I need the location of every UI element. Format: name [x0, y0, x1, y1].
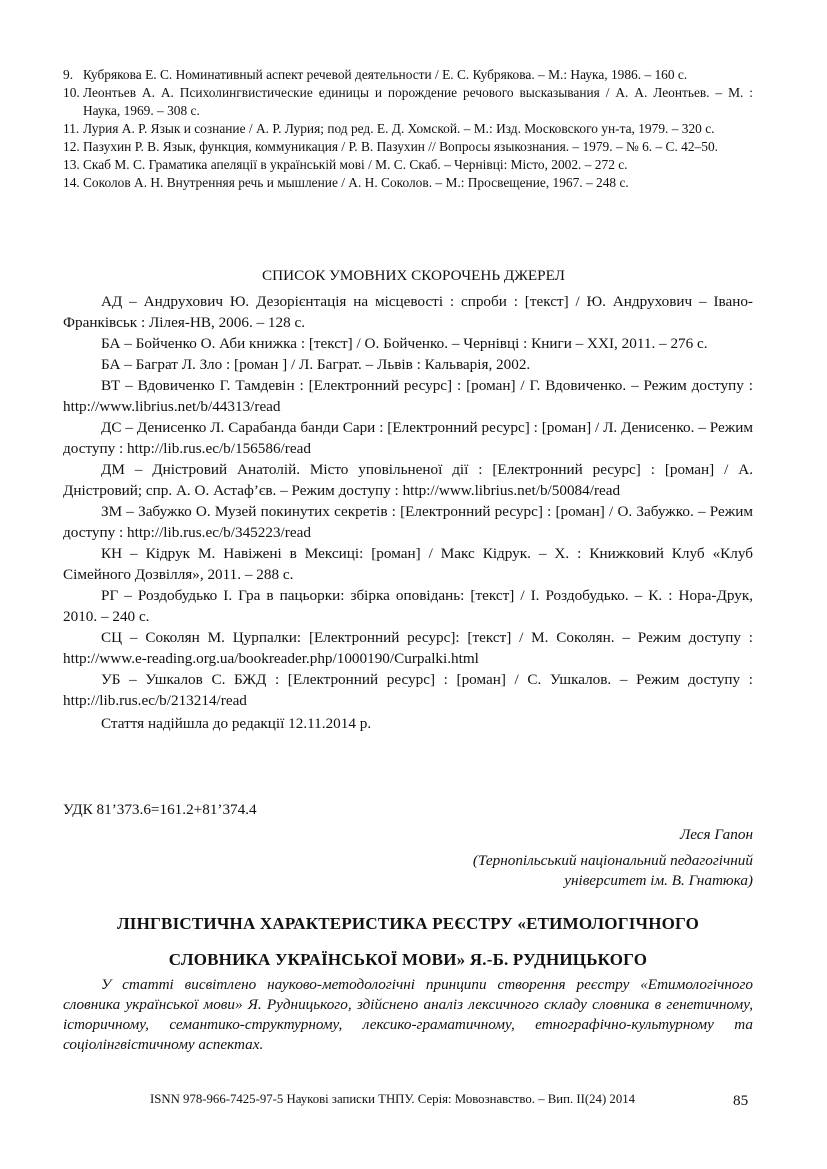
abbreviations-heading: СПИСОК УМОВНИХ СКОРОЧЕНЬ ДЖЕРЕЛ: [262, 267, 565, 284]
reference-item: [63, 138, 753, 156]
affiliation-line: (Тернопільський національний педагогічний: [472, 852, 753, 869]
reference-text: Кубрякова Е. С. Номинативный аспект речевой деятельности / Е. С. Кубрякова. – М.: Наука, 1986. – 160 с.: [83, 67, 688, 82]
reference-item: [63, 156, 753, 174]
reference-number: 9.: [63, 67, 74, 82]
reference-text: Леонтьев А. А. Психолингвистические единицы и порождение речового высказывания / А. А. Леонтьев. – М. : Наука, 1969. – 308 с.: [83, 85, 753, 118]
reference-number: 11.: [63, 121, 80, 136]
reference-number: 10.: [63, 85, 80, 100]
author-name: Леся Гапон: [679, 826, 753, 843]
reference-text: Соколов А. Н. Внутренняя речь и мышление / А. Н. Соколов. – М.: Просвещение, 1967. – 248 с.: [83, 175, 629, 190]
article-title-line: ЛІНГВІСТИЧНА ХАРАКТЕРИСТИКА РЕЄСТРУ «ЕТИМОЛОГІЧНОГО: [116, 914, 700, 933]
reference-number: 12.: [63, 139, 80, 154]
reference-text: Скаб М. С. Граматика апеляції в українській мові / М. С. Скаб. – Чернівці: Місто, 2002. – 272 с.: [83, 157, 628, 172]
abbreviation-entry: БА – Баграт Л. Зло : [роман ] / Л. Баграт. – Львів : Кальварія, 2002.: [101, 356, 531, 373]
reference-item: [63, 120, 753, 138]
received-date: Стаття надійшла до редакції 12.11.2014 р.: [101, 715, 372, 732]
article-abstract: У статті висвітлено науково-методологічні принципи створення реєстру «Етимологічного словника української мови» Я. Рудницького, здійснено аналіз лексичного складу словника в генетичному, історичному, семантико-структурному, лексико-граматичному, етнографічно-культурному та соціолінгвістичному аспектах.: [63, 976, 753, 1053]
abbreviation-entry: УБ – Ушкалов С. БЖД : [Електронний ресурс] : [роман] / С. Ушкалов. – Режим доступу : http://lib.rus.ec/b/213214/read: [63, 671, 753, 709]
abbreviation-entry: ВТ – Вдовиченко Г. Тамдевін : [Електронний ресурс] : [роман] / Г. Вдовиченко. – Режим доступу : http://www.librius.net/b/44313/read: [63, 377, 753, 415]
reference-number: 14.: [63, 175, 80, 190]
page-number: 85: [733, 1092, 749, 1109]
abbreviation-entry: СЦ – Соколян М. Цурпалки: [Електронний ресурс]: [текст] / М. Соколян. – Режим доступу : http://www.e-reading.org.ua/bookreader.php/1000190/Curpalki.html: [63, 629, 753, 667]
article-title: [63, 906, 753, 978]
author-affiliation: [353, 851, 753, 891]
abbreviation-entry: АД – Андрухович Ю. Дезорієнтація на місцевості : спроби : [текст] / Ю. Андрухович – Івано-Франківськ : Лілея-НВ, 2006. – 128 с.: [63, 293, 753, 331]
reference-list: [63, 66, 753, 192]
abbreviation-entry: КН – Кідрук М. Навіжені в Мексиці: [роман] / Макс Кідрук. – Х. : Книжковий Клуб «Клуб Сімейного Дозвілля», 2011. – 288 с.: [63, 545, 753, 583]
reference-item: [63, 66, 753, 84]
affiliation-line: університет ім. В. Гнатюка): [564, 872, 753, 889]
abbreviations-list: [63, 291, 753, 711]
reference-number: 13.: [63, 157, 80, 172]
abbreviation-entry: ДС – Денисенко Л. Сарабанда банди Сари : [Електронний ресурс] : [роман] / Л. Денисенко. – Режим доступу : http://lib.rus.ec/b/156586/read: [63, 419, 753, 457]
reference-text: Лурия А. Р. Язык и сознание / А. Р. Лурия; под ред. Е. Д. Хомской. – М.: Изд. Московского ун-та, 1979. – 320 с.: [83, 121, 715, 136]
abbreviation-entry: ЗМ – Забужко О. Музей покинутих секретів : [Електронний ресурс] : [роман] / О. Забужко. – Режим доступу : http://lib.rus.ec/b/345223/read: [63, 503, 753, 541]
abbreviation-entry: РГ – Роздобудько І. Гра в пацьорки: збірка оповідань: [текст] / І. Роздобудько. – К. : Нора-Друк, 2010. – 240 с.: [63, 587, 753, 625]
reference-text: Пазухин Р. В. Язык, функция, коммуникация / Р. В. Пазухин // Вопросы языкознания. – 1979. – № 6. – С. 42–50.: [83, 139, 718, 154]
udk-code: УДК 81’373.6=161.2+81’374.4: [63, 801, 257, 818]
article-title-line: СЛОВНИКА УКРАЇНСЬКОЇ МОВИ» Я.-Б. РУДНИЦЬКОГО: [168, 950, 648, 969]
reference-item: [63, 174, 753, 192]
abbreviation-entry: БА – Бойченко О. Аби книжка : [текст] / О. Бойченко. – Чернівці : Книги – ХХІ, 2011. – 276 с.: [101, 335, 708, 352]
journal-footer: ISNN 978-966-7425-97-5 Наукові записки ТНПУ. Серія: Мовознавство. – Вип. ІІ(24) 2014: [150, 1092, 636, 1106]
reference-item: [63, 84, 753, 120]
abbreviation-entry: ДМ – Дністровий Анатолій. Місто уповільненої дії : [Електронний ресурс] : [роман] / А. Дністровий; спр. А. О. Астаф’єв. – Режим доступу : http://www.librius.net/b/50084/read: [63, 461, 753, 499]
